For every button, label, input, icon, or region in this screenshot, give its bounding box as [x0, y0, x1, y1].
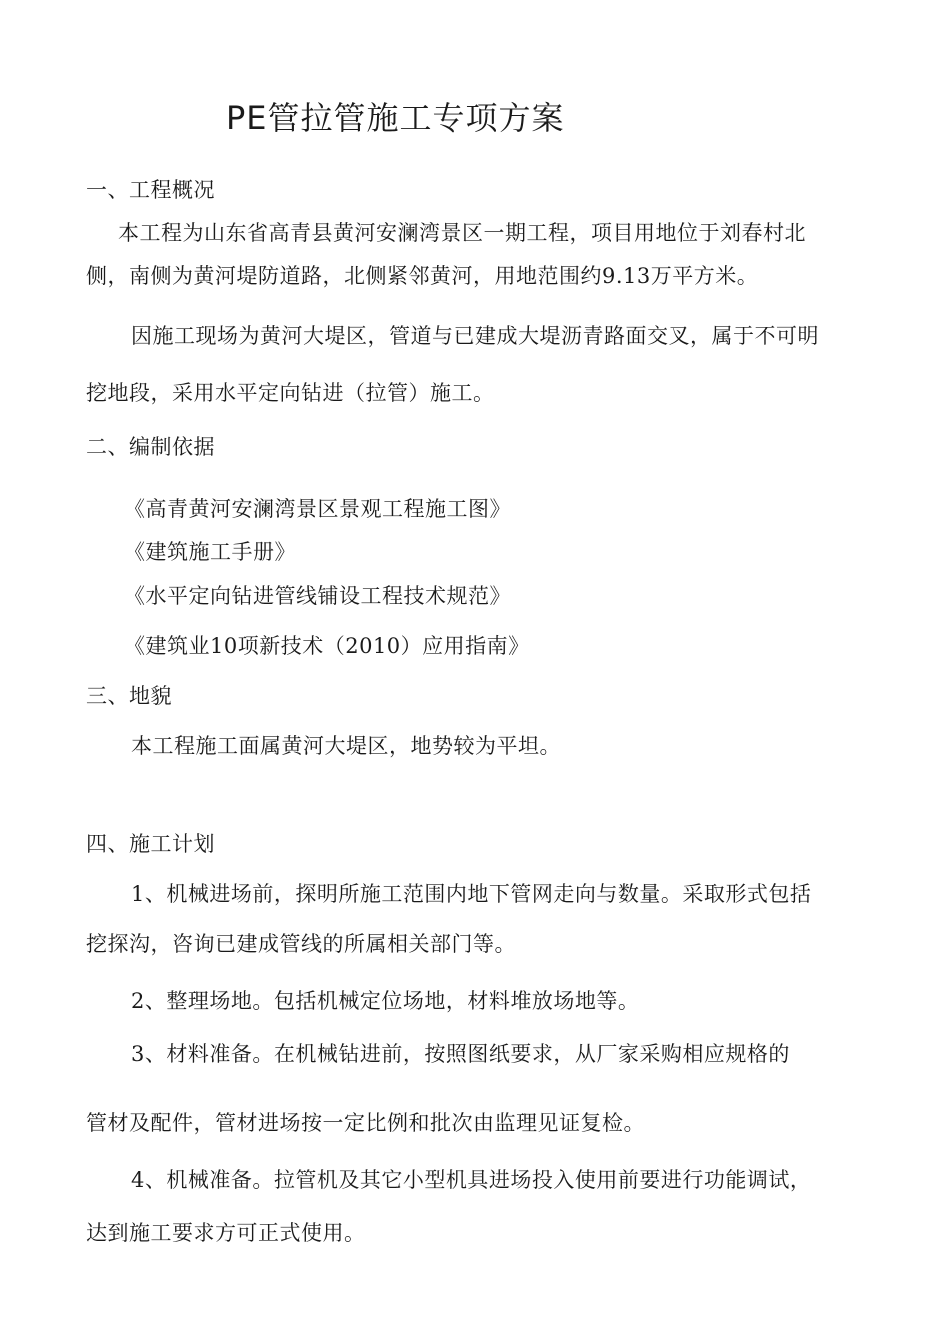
section-heading-terrain: 三、地貌: [86, 684, 172, 708]
section-heading-basis: 二、编制依据: [86, 435, 215, 459]
page-title: PE管拉管施工专项方案: [226, 99, 565, 137]
reference-item: 《建筑施工手册》: [124, 540, 296, 564]
paragraph-line: 达到施工要求方可正式使用。: [86, 1221, 366, 1245]
paragraph-line: 1、机械进场前，探明所施工范围内地下管网走向与数量。采取形式包括: [131, 882, 812, 906]
paragraph-line: 本工程施工面属黄河大堤区，地势较为平坦。: [131, 734, 561, 758]
section-heading-plan: 四、施工计划: [86, 832, 215, 856]
paragraph-line: 2、整理场地。包括机械定位场地，材料堆放场地等。: [131, 989, 640, 1013]
paragraph-line: 挖探沟，咨询已建成管线的所属相关部门等。: [86, 932, 516, 956]
paragraph-line: 管材及配件，管材进场按一定比例和批次由监理见证复检。: [86, 1111, 645, 1135]
paragraph-line: 4、机械准备。拉管机及其它小型机具进场投入使用前要进行功能调试，: [131, 1168, 812, 1192]
reference-item: 《水平定向钻进管线铺设工程技术规范》: [124, 584, 511, 608]
paragraph-line: 侧，南侧为黄河堤防道路，北侧紧邻黄河，用地范围约9.13万平方米。: [86, 264, 759, 288]
reference-item: 《建筑业10项新技术（2010）应用指南》: [124, 634, 530, 658]
paragraph-line: 因施工现场为黄河大堤区，管道与已建成大堤沥青路面交叉，属于不可明: [131, 324, 819, 348]
section-heading-overview: 一、工程概况: [86, 178, 215, 202]
paragraph-line: 3、材料准备。在机械钻进前，按照图纸要求，从厂家采购相应规格的: [131, 1042, 790, 1066]
paragraph-line: 本工程为山东省高青县黄河安澜湾景区一期工程，项目用地位于刘春村北: [118, 221, 806, 245]
reference-item: 《高青黄河安澜湾景区景观工程施工图》: [124, 497, 511, 521]
paragraph-line: 挖地段，采用水平定向钻进（拉管）施工。: [86, 381, 495, 405]
